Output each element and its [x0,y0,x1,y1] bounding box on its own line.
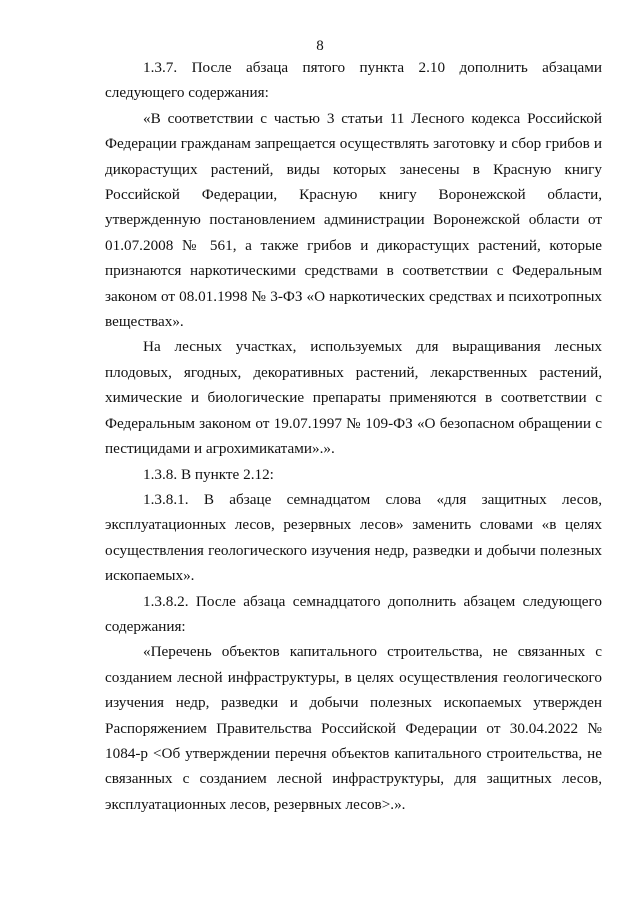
paragraph-1-3-8: 1.3.8. В пункте 2.12: [143,465,274,483]
paragraph-1-3-8-2: 1.3.8.2. После абзаца семнадцатого дополнить абзацем следующего содержания: [105,592,602,635]
paragraph-quote-objects-list: «Перечень объектов капитального строительства, не связанных с созданием лесной инфраструктуры, в целях осуществления геологического изучения недр, разведки и добычи полезных ископаемых утвержден Распоряжением Правительства Российской Федерации от 30.04.2022 № 1084-р <Об утверждении перечня объектов капитального строительства, не связанных с созданием лесной инфраструктуры, для защитных лесов, эксплуатационных лесов, резервных лесов>.». [105,643,602,813]
document-body [105,55,602,817]
paragraph-1-3-7: 1.3.7. После абзаца пятого пункта 2.10 дополнить абзацами следующего содержания: [105,59,602,102]
paragraph-quote-forest-code: «В соответствии с частью 3 статьи 11 Лесного кодекса Российской Федерации гражданам запрещается осуществлять заготовку и сбор грибов и дикорастущих растений, виды которых занесены в Красную книгу Российской Федерации, Красную книгу Воронежской области, утвержденную постановлением администрации Воронежской области от 01.07.2008 № 561, а также грибов и дикорастущих растений, которые признаются наркотическими средствами в соответствии с Федеральным законом от 08.01.1998 № 3-ФЗ «О наркотических средствах и психотропных веществах». [105,109,602,331]
paragraph-1-3-8-1: 1.3.8.1. В абзаце семнадцатом слова «для защитных лесов, эксплуатационных лесов, резервных лесов» заменить словами «в целях осуществления геологического изучения недр, разведки и добычи полезных ископаемых». [105,490,602,585]
paragraph-forest-plots: На лесных участках, используемых для выращивания лесных плодовых, ягодных, декоративных растений, лекарственных растений, химические и биологические препараты применяются в соответствии с Федеральным законом от 19.07.1997 № 109-ФЗ «О безопасном обращении с пестицидами и агрохимикатами».». [105,338,602,458]
page-number: 8 [316,38,324,54]
